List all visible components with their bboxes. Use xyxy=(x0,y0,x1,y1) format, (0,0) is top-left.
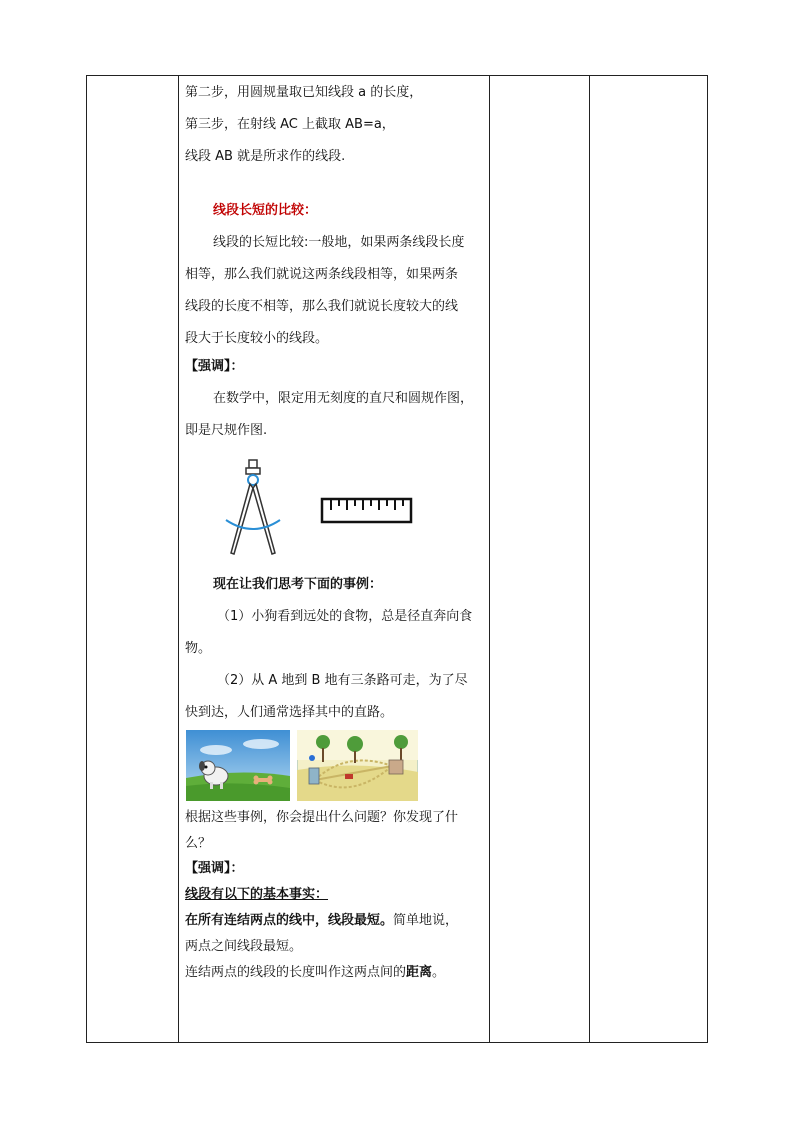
fact-line-2: 两点之间线段最短。 xyxy=(185,939,303,954)
emphasis-line-1: 在数学中，限定用无刻度的直尺和圆规作图， xyxy=(213,391,474,406)
lesson-table xyxy=(86,75,708,1043)
result-text: 线段 AB 就是所求作的线段. xyxy=(185,149,346,164)
fact-bold: 在所有连结两点的线中，线段最短。 xyxy=(185,913,394,928)
distance-pre: 连结两点的线段的长度叫作这两点间的 xyxy=(185,965,407,980)
roads-illustration xyxy=(297,730,418,801)
step-2-text: 第二步，用圆规量取已知线段 a 的长度， xyxy=(185,85,423,100)
example-2-line-1: （2）从 A 地到 B 地有三条路可走，为了尽 xyxy=(217,673,468,688)
question-line-2: 么？ xyxy=(185,836,212,851)
example-1-line-2: 物。 xyxy=(185,641,212,656)
comparison-line-4: 段大于长度较小的线段。 xyxy=(185,331,329,346)
distance-term: 距离 xyxy=(406,965,433,980)
ruler-icon xyxy=(320,496,414,526)
compass-icon xyxy=(222,458,284,558)
fact-tail: 简单地说， xyxy=(393,913,459,928)
fact-heading: 线段有以下的基本事实： xyxy=(185,887,329,902)
dog-illustration xyxy=(186,730,290,801)
comparison-heading: 线段长短的比较： xyxy=(213,203,318,218)
emphasis-label-1: 【强调】： xyxy=(185,359,244,374)
emphasis-label-2: 【强调】： xyxy=(185,861,244,876)
emphasis-line-2: 即是尺规作图. xyxy=(185,423,268,438)
comparison-line-3: 线段的长度不相等，那么我们就说长度较大的线 xyxy=(185,299,459,314)
column-divider-2 xyxy=(489,76,490,1042)
distance-line xyxy=(185,964,445,982)
distance-end: 。 xyxy=(432,965,446,980)
column-divider-1 xyxy=(178,76,179,1042)
example-2-line-2: 快到达，人们通常选择其中的直路。 xyxy=(185,705,394,720)
column-divider-3 xyxy=(589,76,590,1042)
question-line-1: 根据这些事例，你会提出什么问题？你发现了什 xyxy=(185,810,459,825)
fact-line-1 xyxy=(185,912,458,930)
think-heading: 现在让我们思考下面的事例： xyxy=(213,577,383,592)
comparison-line-1: 线段的长短比较:一般地，如果两条线段长度 xyxy=(213,235,465,250)
comparison-line-2: 相等，那么我们就说这两条线段相等，如果两条 xyxy=(185,267,459,282)
step-3-text: 第三步，在射线 AC 上截取 AB=a， xyxy=(185,117,395,132)
example-1-line-1: （1）小狗看到远处的食物，总是径直奔向食 xyxy=(217,609,473,624)
